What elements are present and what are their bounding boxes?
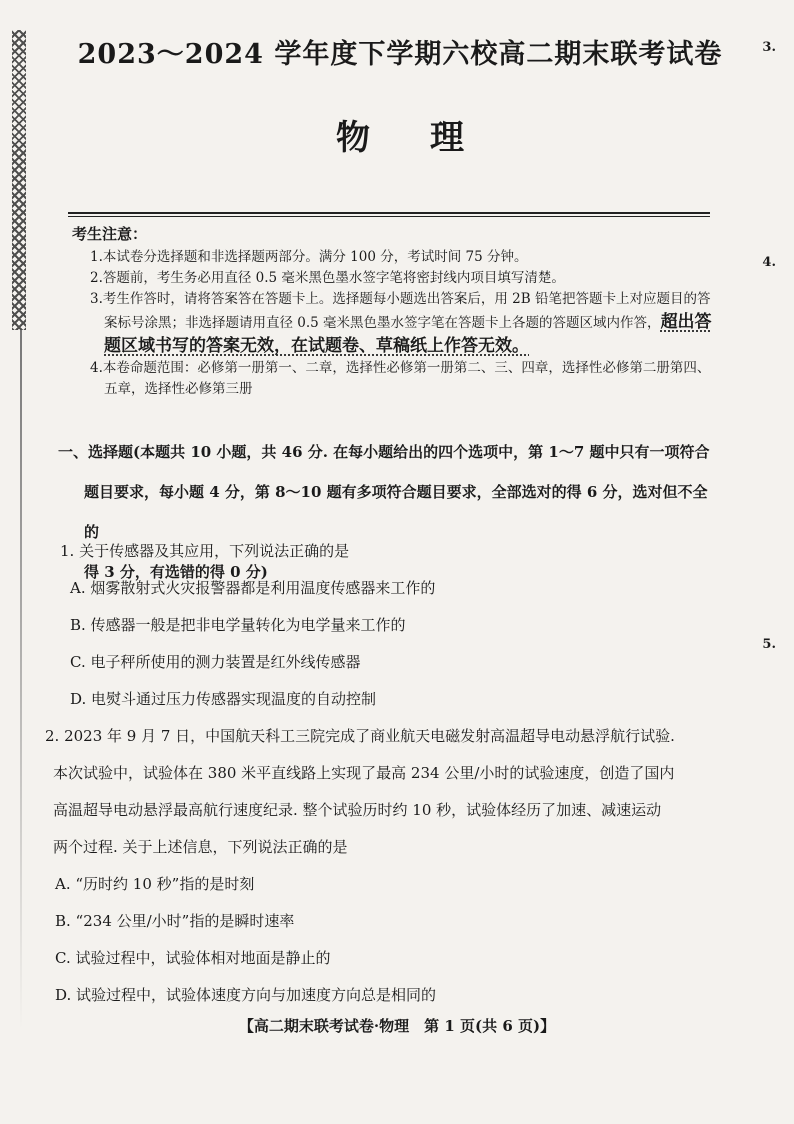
option-c: C. 电子秤所使用的测力装置是红外线传感器 — [70, 653, 361, 671]
divider-thin — [68, 216, 710, 217]
question-stem-line: 2. 2023 年 9 月 7 日，中国航天科工三院完成了商业航天电磁发射高温超导电动悬浮航行试验. — [45, 727, 675, 745]
option-d: D. 电熨斗通过压力传感器实现温度的自动控制 — [70, 690, 377, 708]
margin-number: 3. — [762, 40, 776, 55]
margin-number: 4. — [762, 255, 776, 270]
margin-number: 5. — [762, 637, 776, 652]
question-2 — [45, 718, 715, 1014]
section-line: 一、选择题(本题共 10 小题，共 46 分. 在每小题给出的四个选项中，第 1～7 题中只有一项符合 — [58, 443, 710, 461]
question-stem-line: 两个过程. 关于上述信息，下列说法正确的是 — [53, 838, 348, 856]
binding-line — [20, 330, 22, 1030]
option-d: D. 试验过程中，试验体速度方向与加速度方向总是相同的 — [55, 986, 437, 1004]
option-b: B. “234 公里/小时”指的是瞬时速率 — [55, 912, 295, 930]
option-a: A. 烟雾散射式火灾报警器都是利用温度传感器来工作的 — [70, 579, 436, 597]
question-stem-line: 本次试验中，试验体在 380 米平直线路上实现了最高 234 公里/小时的试验速度，创造了国内 — [53, 764, 675, 782]
notice-block — [72, 224, 712, 400]
divider-thick — [68, 212, 710, 214]
section-line: 得 3 分，有选错的得 0 分) — [84, 563, 268, 581]
question-stem: 1. 关于传感器及其应用，下列说法正确的是 — [60, 542, 350, 560]
notice-item: 1.本试卷分选择题和非选择题两部分。满分 100 分，考试时间 75 分钟。 — [90, 249, 528, 265]
notice-item-text: 3.考生作答时，请将答案答在答题卡上。选择题每小题选出答案后，用 2B 铅笔把答题卡上对应题目的答案标号涂黑；非选择题请用直径 0.5 毫米黑色墨水签字笔在答题卡上各题的答题区域内作答， — [90, 291, 711, 331]
option-c: C. 试验过程中，试验体相对地面是静止的 — [55, 949, 331, 967]
page-footer: 【高二期末联考试卷·物理 第 1 页(共 6 页)】 — [238, 1017, 556, 1035]
exam-title: 2023～2024 学年度下学期六校高二期末联考试卷 — [77, 39, 723, 70]
notice-item: 4.本卷命题范围：必修第一册第一、二章，选择性必修第一册第二、三、四章，选择性必修第二册第四、五章，选择性必修第三册 — [90, 360, 711, 397]
section-line: 题目要求，每小题 4 分，第 8～10 题有多项符合题目要求，全部选对的得 6 分，选对但不全的 — [84, 483, 708, 541]
notice-item: 2.答题前，考生务必用直径 0.5 毫米黑色墨水签字笔将密封线内项目填写清楚。 — [90, 270, 565, 286]
notice-emphasis: 超出答题区域书写的答案无效，在试题卷、草稿纸上作答无效。 — [104, 312, 712, 356]
question-1 — [60, 533, 730, 718]
binding-strip — [12, 30, 26, 330]
option-b: B. 传感器一般是把非电学量转化为电学量来工作的 — [70, 616, 406, 634]
notice-title: 考生注意： — [72, 225, 148, 243]
notice-item — [72, 289, 712, 358]
subject-title: 物理 — [336, 118, 524, 158]
option-a: A. “历时约 10 秒”指的是时刻 — [55, 875, 255, 893]
question-stem-line: 高温超导电动悬浮最高航行速度纪录. 整个试验历时约 10 秒，试验体经历了加速、减速运动 — [53, 801, 662, 819]
